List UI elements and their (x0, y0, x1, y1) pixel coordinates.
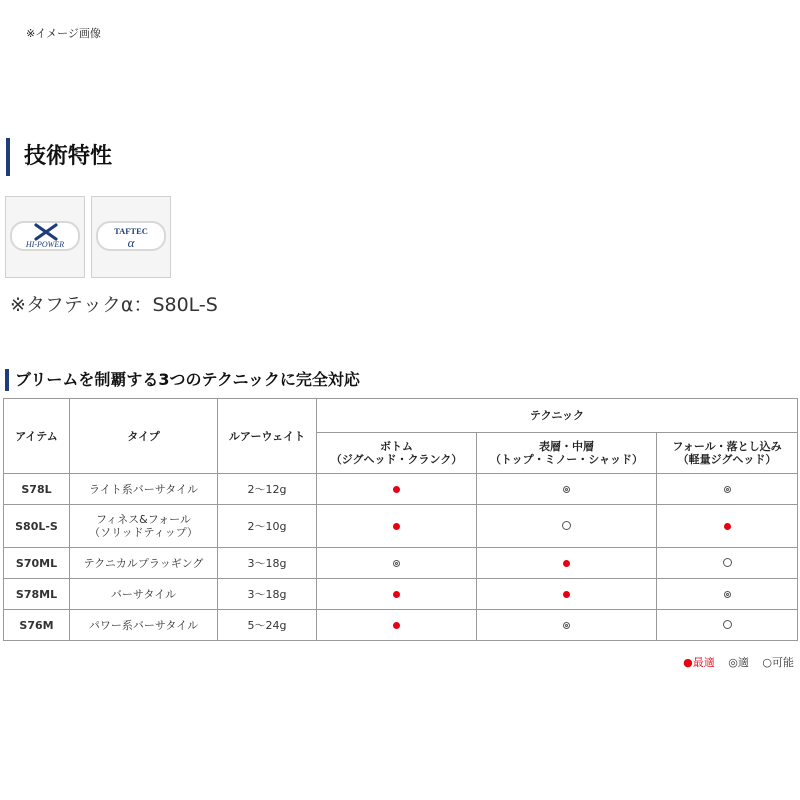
taftec-alpha-badge (91, 196, 171, 278)
type-cell: テクニカルプラッギング (70, 548, 218, 579)
mark-cell (317, 579, 477, 610)
type-cell: パワー系バーサタイル (70, 610, 218, 641)
section-heading-tech-features: 技術特性 (6, 138, 112, 176)
double-circle-icon (724, 591, 731, 598)
header-item: アイテム (4, 399, 70, 474)
header-technique-bottom (317, 433, 477, 474)
taftec-note: ※タフテックα：S80L-S (10, 294, 218, 316)
best-dot-icon (724, 523, 731, 530)
header-technique-bottom-line2: （ジグヘッド・クランク） (330, 453, 463, 466)
header-technique: テクニック (317, 399, 798, 433)
spec-table (3, 398, 798, 641)
mark-cell (657, 610, 798, 641)
type-cell: バーサタイル (70, 579, 218, 610)
item-cell: S78L (4, 474, 70, 505)
x-hi-power-logo-frame (10, 221, 80, 251)
header-technique-fall-line2: （軽量ジグヘッド） (677, 453, 777, 466)
type-line2: （ソリッドティップ） (89, 526, 198, 539)
header-technique-fall (657, 433, 798, 474)
mark-cell (477, 505, 657, 548)
legend-ok: ○可能 (762, 656, 794, 669)
item-cell: S70ML (4, 548, 70, 579)
spec-table-body (4, 474, 798, 641)
table-row (4, 505, 798, 548)
legend-good: ◎適 (728, 656, 749, 669)
header-technique-fall-line1: フォール・落とし込み (672, 440, 782, 453)
x-hi-power-logo-icon (12, 223, 78, 249)
taftec-alpha-logo-frame (96, 221, 166, 251)
mark-cell (477, 579, 657, 610)
type-cell: ライト系バーサタイル (70, 474, 218, 505)
header-technique-surface-line1: 表層・中層 (539, 440, 594, 453)
header-technique-surface-line2: （トップ・ミノー・シャッド） (489, 453, 644, 466)
best-dot-icon (393, 622, 400, 629)
lure-weight-cell: 3〜18g (218, 579, 317, 610)
taftec-alpha-logo-icon (98, 223, 164, 249)
mark-cell (317, 505, 477, 548)
circle-icon (723, 558, 732, 567)
lure-weight-cell: 5〜24g (218, 610, 317, 641)
mark-cell (657, 548, 798, 579)
type-cell (70, 505, 218, 548)
mark-cell (477, 548, 657, 579)
best-dot-icon (393, 523, 400, 530)
legend (673, 654, 794, 670)
double-circle-icon (563, 486, 570, 493)
lure-weight-cell: 2〜10g (218, 505, 317, 548)
x-hi-power-badge (5, 196, 85, 278)
best-dot-icon (563, 560, 570, 567)
double-circle-icon (563, 622, 570, 629)
best-dot-icon (563, 591, 570, 598)
legend-best: ●最適 (683, 656, 715, 669)
type-line1: フィネス&フォール (96, 513, 191, 526)
mark-cell (477, 474, 657, 505)
lure-weight-cell: 2〜12g (218, 474, 317, 505)
mark-cell (657, 474, 798, 505)
table-row (4, 548, 798, 579)
double-circle-icon (393, 560, 400, 567)
mark-cell (657, 579, 798, 610)
taftec-alpha-logo-text: TAFTEC (114, 226, 148, 236)
item-cell: S78ML (4, 579, 70, 610)
header-type: タイプ (70, 399, 218, 474)
best-dot-icon (393, 591, 400, 598)
best-dot-icon (393, 486, 400, 493)
table-row (4, 474, 798, 505)
header-lure-weight: ルアーウェイト (218, 399, 317, 474)
mark-cell (317, 474, 477, 505)
mark-cell (477, 610, 657, 641)
header-technique-bottom-line1: ボトム (380, 440, 413, 453)
lure-weight-cell: 3〜18g (218, 548, 317, 579)
item-cell: S76M (4, 610, 70, 641)
table-row (4, 610, 798, 641)
double-circle-icon (724, 486, 731, 493)
svg-text:α: α (127, 235, 135, 249)
mark-cell (657, 505, 798, 548)
item-cell: S80L-S (4, 505, 70, 548)
circle-icon (723, 620, 732, 629)
table-row (4, 579, 798, 610)
image-note: ※イメージ画像 (26, 27, 101, 40)
x-hi-power-logo-text: HI-POWER (25, 240, 65, 249)
mark-cell (317, 610, 477, 641)
circle-icon (562, 521, 571, 530)
section-heading-technique: ブリームを制覇する3つのテクニックに完全対応 (5, 369, 360, 391)
header-technique-surface (477, 433, 657, 474)
mark-cell (317, 548, 477, 579)
